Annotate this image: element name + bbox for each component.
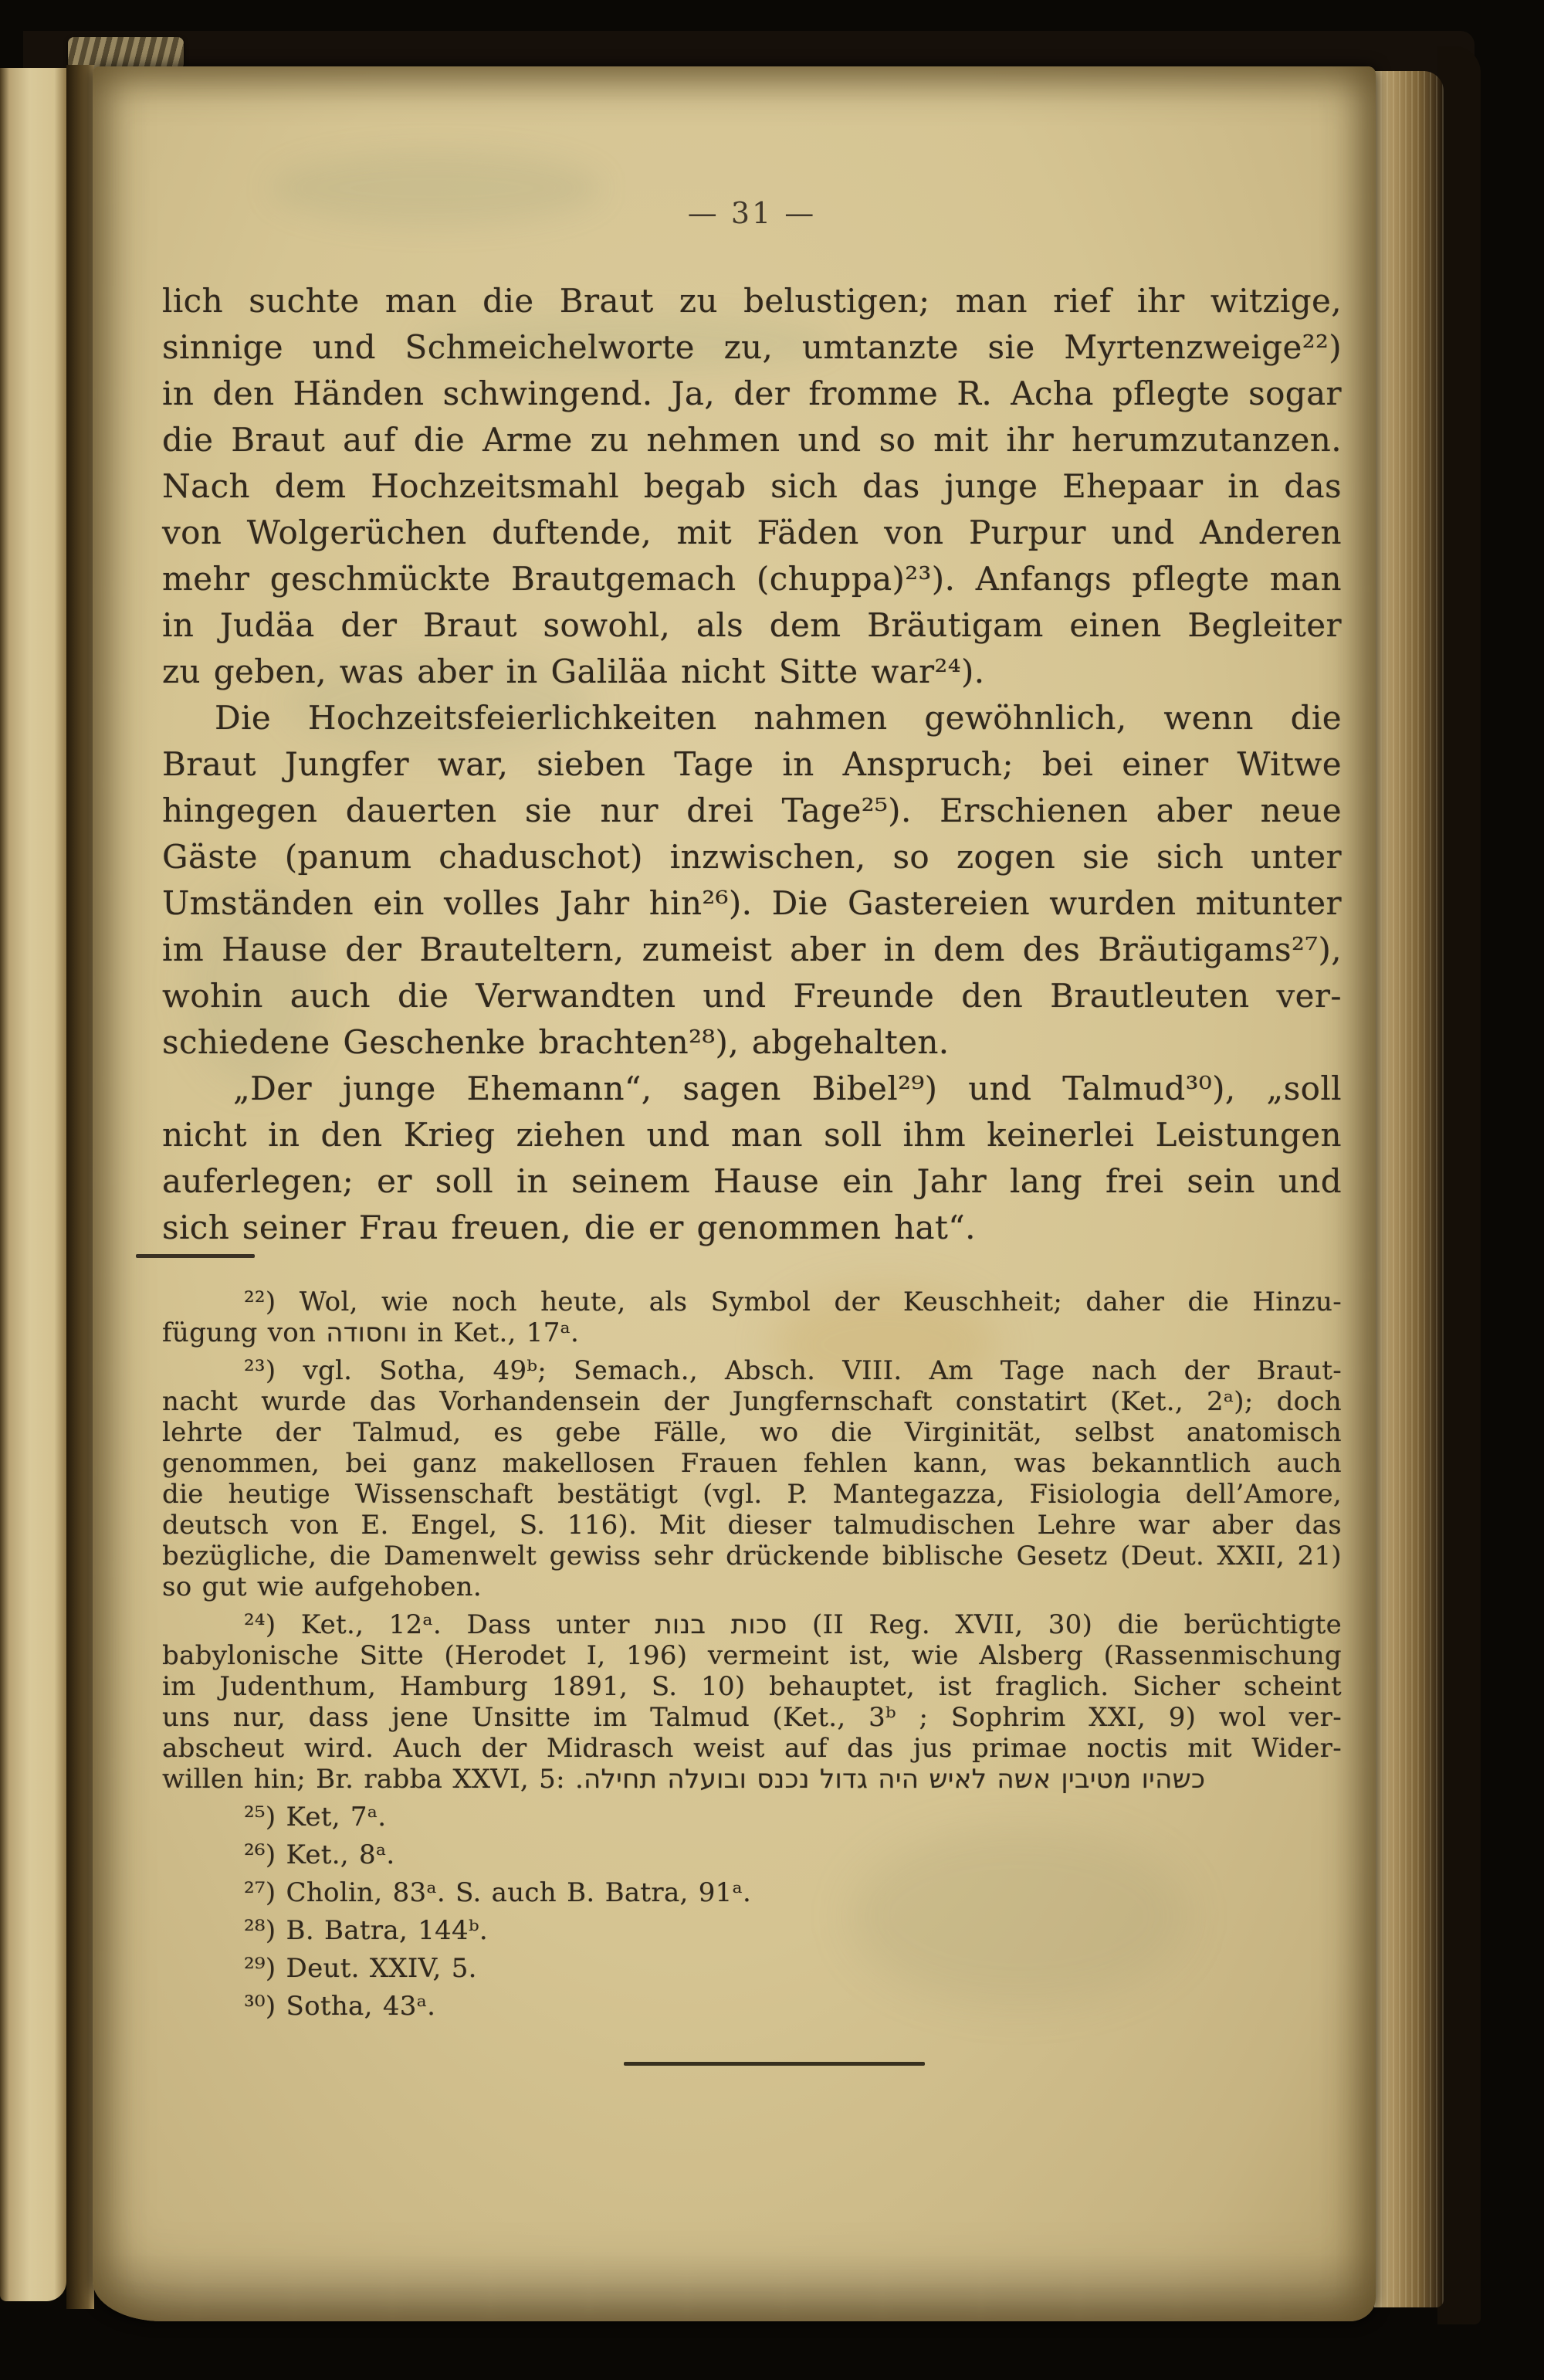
text-line: sinnige und Schmeichelworte zu, umtanzte sie Myrtenzweige²²) <box>162 328 1342 366</box>
text-line: nicht in den Krieg ziehen und man soll ihm keinerlei Leistungen <box>162 1116 1342 1154</box>
page-number: — 31 — <box>687 196 817 230</box>
text-line: mehr geschmückte Brautgemach (chuppa)²³). Anfangs pflegte man <box>162 560 1342 598</box>
footnote-24 <box>162 1609 1342 1795</box>
footnote-25 <box>162 1802 1342 1832</box>
text-line: die Braut auf die Arme zu nehmen und so mit ihr herumzutanzen. <box>162 421 1342 459</box>
footnote-line: ²⁸) B. Batra, 144ᵇ. <box>244 1915 488 1946</box>
facing-page-edge <box>0 68 66 2301</box>
footnote-line: ²³) vgl. Sotha, 49ᵇ; Semach., Absch. VIII. Am Tage nach der Braut- <box>244 1355 1342 1386</box>
text-line: auferlegen; er soll in seinem Hause ein Jahr lang frei sein und <box>162 1162 1342 1200</box>
footnote-line: abscheut wird. Auch der Midrasch weist auf das jus primae noctis mit Wider- <box>162 1733 1342 1764</box>
footnote-line: ²⁹) Deut. XXIV, 5. <box>244 1953 477 1984</box>
footnote-separator-rule <box>136 1254 255 1258</box>
main-text <box>162 278 1342 1251</box>
footnote-line: ²⁶) Ket., 8ᵃ. <box>244 1839 395 1870</box>
footnote-line: so gut wie aufgehoben. <box>162 1571 482 1602</box>
footnote-line: babylonische Sitte (Herodet I, 196) vermeint ist, wie Alsberg (Rassenmischung <box>162 1640 1342 1671</box>
footnote-27 <box>162 1877 1342 1908</box>
footnote-line: uns nur, dass jene Unsitte im Talmud (Ket., 3ᵇ ; Sophrim XXI, 9) wol ver- <box>162 1702 1342 1733</box>
footnote-30 <box>162 1991 1342 2022</box>
footnote-line: fügung von וחסודה in Ket., 17ᵃ. <box>162 1317 580 1348</box>
footnote-line: lehrte der Talmud, es gebe Fälle, wo die Virginität, selbst anatomisch <box>162 1417 1342 1448</box>
text-line paragraph-start: Die Hochzeitsfeierlichkeiten nahmen gewöhnlich, wenn die <box>215 699 1342 737</box>
text-line: hingegen dauerten sie nur drei Tage²⁵). Erschienen aber neue <box>162 792 1342 829</box>
footnote-line: bezügliche, die Damenwelt gewiss sehr drückende biblische Gesetz (Deut. XXII, 21) <box>162 1541 1342 1571</box>
section-end-rule <box>624 2062 925 2066</box>
text-line: Braut Jungfer war, sieben Tage in Anspruch; bei einer Witwe <box>162 745 1342 783</box>
book-page <box>93 66 1376 2321</box>
footnote-line: ²⁵) Ket, 7ᵃ. <box>244 1802 387 1832</box>
text-line paragraph-end: zu geben, was aber in Galiläa nicht Sitte war²⁴). <box>162 653 985 690</box>
text-line: wohin auch die Verwandten und Freunde den Brautleuten ver- <box>162 977 1342 1015</box>
footnote-line: im Judenthum, Hamburg 1891, S. 10) behauptet, ist fraglich. Sicher scheint <box>162 1671 1342 1702</box>
footnote-line-hebrew: willen hin; Br. rabba XXVI, 5: כשהיו מטיבין אשה לאיש היה גדול נכנס ובועלה תחילה.‏ <box>162 1764 1206 1795</box>
footnote-line: genommen, bei ganz makellosen Frauen fehlen kann, was bekanntlich auch <box>162 1448 1342 1479</box>
text-line: Gäste (panum chaduschot) inzwischen, so zogen sie sich unter <box>162 838 1342 876</box>
text-line paragraph-start: „Der junge Ehemann“, sagen Bibel²⁹) und Talmud³⁰), „soll <box>233 1070 1342 1107</box>
footnote-line: ²⁴) Ket., 12ᵃ. Dass unter סכות בנות (II Reg. XVII, 30) die berüchtigte <box>244 1609 1343 1640</box>
footnote-line: ²⁷) Cholin, 83ᵃ. S. auch B. Batra, 91ᵃ. <box>244 1877 752 1908</box>
text-line: Umständen ein volles Jahr hin²⁶). Die Gastereien wurden mitunter <box>162 884 1342 922</box>
text-line paragraph-end: schiedene Geschenke brachten²⁸), abgehalten. <box>162 1023 950 1061</box>
footnote-23 <box>162 1355 1342 1602</box>
text-line: lich suchte man die Braut zu belustigen; man rief ihr witzige, <box>162 282 1342 320</box>
book-cover-edge-right <box>1437 46 1481 2324</box>
footnote-26 <box>162 1839 1342 1870</box>
footnote-22 <box>162 1287 1342 1348</box>
text-line: in Judäa der Braut sowohl, als dem Bräutigam einen Begleiter <box>162 606 1342 644</box>
footnote-line: die heutige Wissenschaft bestätigt (vgl. P. Mantegazza, Fisiologia dell’Amore, <box>162 1479 1342 1510</box>
book-gutter-shadow <box>66 65 94 2309</box>
footnote-29 <box>162 1953 1342 1984</box>
text-line: von Wolgerüchen duftende, mit Fäden von Purpur und Anderen <box>162 514 1342 551</box>
footnote-line: nacht wurde das Vorhandensein der Jungfernschaft constatirt (Ket., 2ᵃ); doch <box>162 1386 1342 1417</box>
text-line: im Hause der Brauteltern, zumeist aber in dem des Bräutigams²⁷), <box>162 931 1342 968</box>
text-line paragraph-end: sich seiner Frau freuen, die er genommen hat“. <box>162 1209 976 1246</box>
footnote-line: ³⁰) Sotha, 43ᵃ. <box>244 1991 436 2022</box>
text-line: Nach dem Hochzeitsmahl begab sich das junge Ehepaar in das <box>162 467 1342 505</box>
text-line: in den Händen schwingend. Ja, der fromme R. Acha pflegte sogar <box>162 375 1342 412</box>
footnotes <box>162 1287 1342 2029</box>
footnote-line: deutsch von E. Engel, S. 116). Mit dieser talmudischen Lehre war aber das <box>162 1510 1342 1541</box>
page-stack-edge <box>1374 71 1444 2307</box>
footnote-line: ²²) Wol, wie noch heute, als Symbol der Keuschheit; daher die Hinzu- <box>244 1287 1342 1317</box>
footnote-28 <box>162 1915 1342 1946</box>
